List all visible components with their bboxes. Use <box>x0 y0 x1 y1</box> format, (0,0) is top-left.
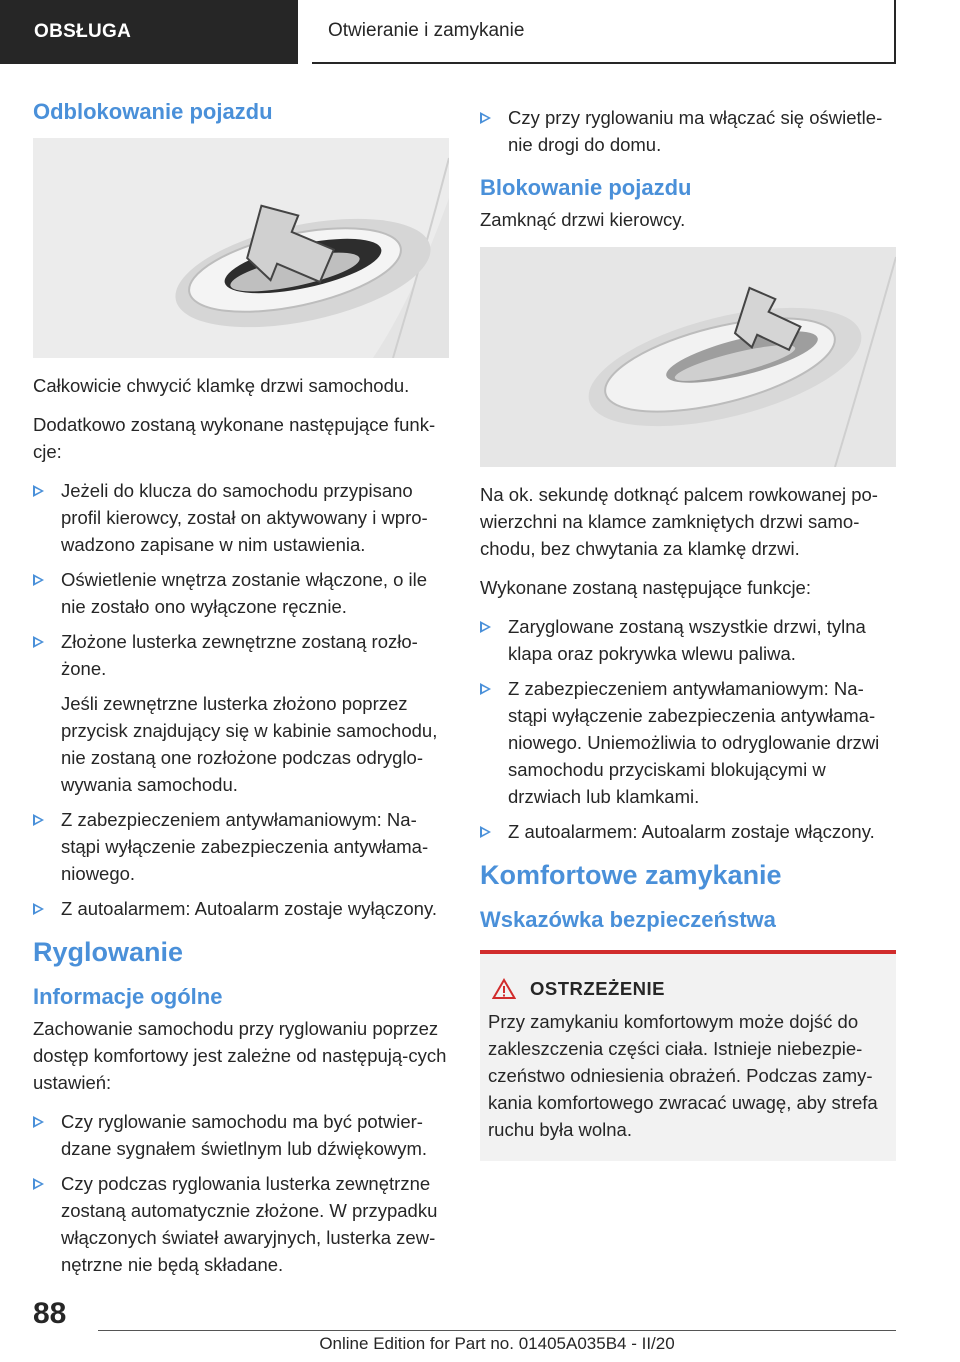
safety-heading: Wskazówka bezpieczeństwa <box>480 907 776 933</box>
lock-functions-intro: Wykonane zostaną następujące funkcje: <box>480 576 811 598</box>
triangle-bullet-icon <box>33 574 44 586</box>
comfort-heading: Komfortowe zamykanie <box>480 859 782 890</box>
general-list <box>33 1108 449 1278</box>
general-text: Zachowanie samochodu przy ryglowaniu poprzez dostęp komfortowy jest zależne od następują-cych ustawień: <box>33 1017 447 1093</box>
list-item: Z autoalarmem: Autoalarm zostaje włączony. <box>480 818 896 845</box>
list-item: Czy przy ryglowaniu ma włączać się oświetle-nie drogi do domu. <box>480 104 896 158</box>
list-item: Oświetlenie wnętrza zostanie włączone, o ile nie zostało ono wyłączone ręcznie. <box>33 566 449 620</box>
lock-intro: Zamknąć drzwi kierowcy. <box>480 208 686 230</box>
triangle-bullet-icon <box>480 826 491 838</box>
general-heading: Informacje ogólne <box>33 984 223 1010</box>
mirror-note: Jeśli zewnętrzne lusterka złożono poprzez przycisk znajdujący się w kabinie samochodu, nie zostaną one rozłożone podczas odryglo-wywania samochodu. <box>61 692 438 795</box>
unlock-intro: Dodatkowo zostaną wykonane następujące funk-cje: <box>33 413 436 462</box>
warning-title: OSTRZEŻENIE <box>530 977 666 999</box>
section-label: OBSŁUGA <box>34 21 132 42</box>
warning-title-row <box>488 978 882 1000</box>
warning-box <box>480 950 896 1161</box>
page-number: 88 <box>33 1297 67 1330</box>
triangle-bullet-icon <box>33 814 44 826</box>
list-item: Jeżeli do klucza do samochodu przypisano profil kierowcy, został on aktywowany i wpro-wadzono zapisane w nim ustawienia. <box>33 477 449 558</box>
warning-triangle-icon <box>492 978 516 1000</box>
chapter-header <box>312 0 896 64</box>
triangle-bullet-icon <box>33 485 44 497</box>
chapter-title: Otwieranie i zamykanie <box>328 20 525 41</box>
left-column <box>33 98 449 1286</box>
footer-divider <box>98 1330 896 1331</box>
unlock-list <box>33 477 449 922</box>
right-column <box>480 104 896 1161</box>
footer-edition: Online Edition for Part no. 01405A035B4 - II/20 <box>319 1334 675 1353</box>
list-item: Czy ryglowanie samochodu ma być potwier-dzane sygnałem świetlnym lub dźwiękowym. <box>33 1108 449 1162</box>
unlock-caption: Całkowicie chwycić klamkę drzwi samochodu. <box>33 374 410 396</box>
list-item: Zaryglowane zostaną wszystkie drzwi, tylna klapa oraz pokrywka wlewu paliwa. <box>480 613 896 667</box>
triangle-bullet-icon <box>480 621 491 633</box>
triangle-bullet-icon <box>33 636 44 648</box>
warning-text: Przy zamykaniu komfortowym może dojść do zakleszczenia części ciała. Istnieje niebezpie-czeństwo odniesienia obrażeń. Podczas zamy-kania komfortowego zwracać uwagę, aby strefa ruchu była wolna. <box>488 1010 878 1140</box>
list-item: Z autoalarmem: Autoalarm zostaje wyłączony. <box>33 895 449 922</box>
door-handle-lock-figure <box>480 247 896 467</box>
list-item: Czy podczas ryglowania lusterka zewnętrzne zostaną automatycznie złożone. W przypadku włączonych świateł awaryjnych, lusterka zew-nętrzne nie będą składane. <box>33 1170 449 1278</box>
list-item: Złożone lusterka zewnętrzne zostaną rozło-żone. Jeśli zewnętrzne lusterka złożono poprzez przycisk znajdujący się w kabinie samochodu, nie zostaną one rozłożone podczas odryglo-wywania samochodu. <box>33 628 449 798</box>
locking-heading: Ryglowanie <box>33 936 184 967</box>
list-item: Z zabezpieczeniem antywłamaniowym: Na-stąpi wyłączenie zabezpieczenia antywłama-niowego. Uniemożliwia to odryglowanie drzwi samochodu przyciskami blokującymi w drzwiach lub klamkami. <box>480 675 896 810</box>
door-handle-unlock-figure <box>33 138 449 358</box>
lock-heading: Blokowanie pojazdu <box>480 175 692 200</box>
lock-caption: Na ok. sekundę dotknąć palcem rowkowanej po-wierzchni na klamce zamkniętych drzwi samo-chodu, bez chwytania za klamkę drzwi. <box>480 483 878 559</box>
general-list-continued <box>480 104 896 158</box>
triangle-bullet-icon <box>33 1178 44 1190</box>
triangle-bullet-icon <box>33 1116 44 1128</box>
section-tab <box>0 0 298 64</box>
list-item: Z zabezpieczeniem antywłamaniowym: Na-stąpi wyłączenie zabezpieczenia antywłama-niowego. <box>33 806 449 887</box>
unlock-heading: Odblokowanie pojazdu <box>33 99 273 124</box>
triangle-bullet-icon <box>33 903 44 915</box>
lock-list <box>480 613 896 845</box>
triangle-bullet-icon <box>480 112 491 124</box>
triangle-bullet-icon <box>480 683 491 695</box>
